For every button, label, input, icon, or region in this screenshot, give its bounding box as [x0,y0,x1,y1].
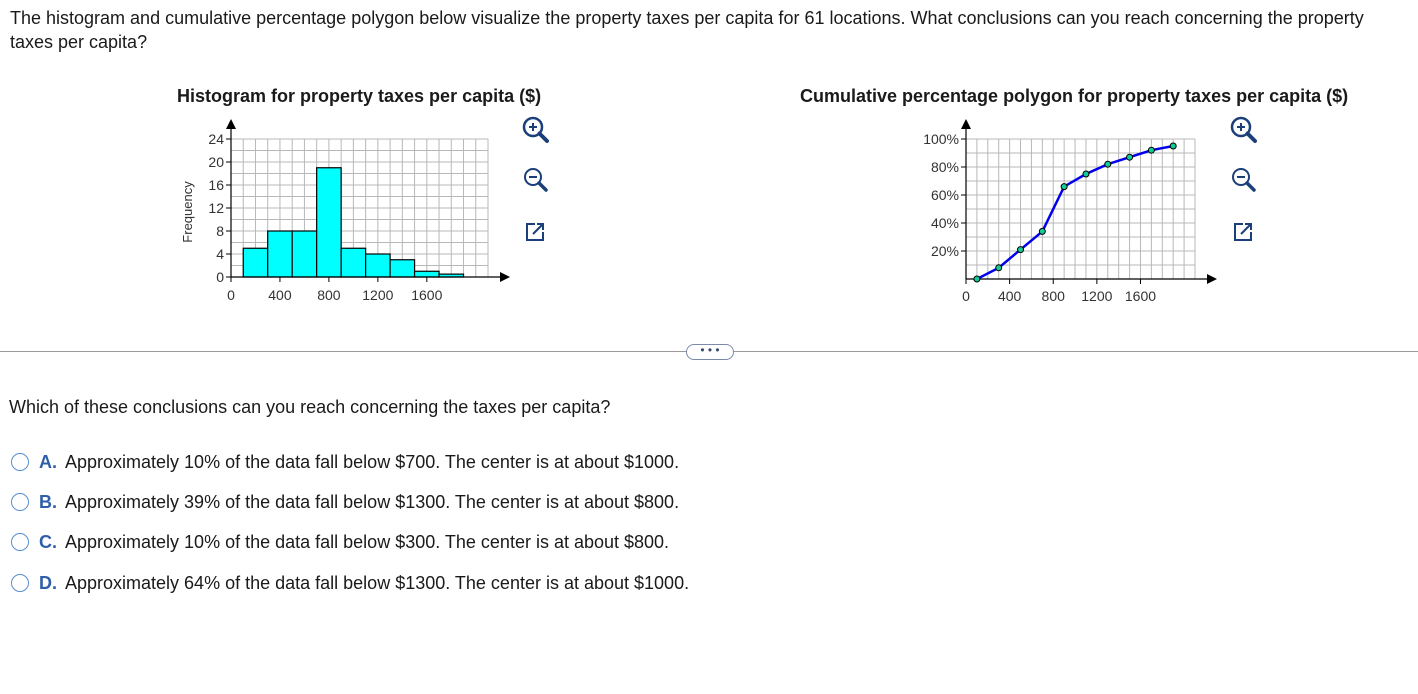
y-tick-label: 60% [930,187,959,203]
zoom-out-icon[interactable] [520,165,550,195]
option-b[interactable] [11,489,679,515]
radio-c[interactable] [11,533,29,551]
data-point [996,265,1002,271]
x-tick-label: 1600 [411,287,443,303]
data-point [1148,147,1154,153]
option-text: Approximately 10% of the data fall below $700. The center is at about $1000. [65,451,680,472]
zoom-in-icon[interactable] [1228,115,1258,145]
data-point [1170,143,1176,149]
popout-icon[interactable] [1228,217,1258,247]
cumulative-title: Cumulative percentage polygon for property taxes per capita ($) [800,86,1349,106]
y-tick-label: 0 [216,269,224,285]
y-tick-label: 24 [208,131,224,147]
x-tick-label: 0 [962,288,970,304]
option-letter: C. [39,531,57,552]
y-axis-arrow [961,119,971,129]
y-tick-label: 80% [930,159,959,175]
x-tick-label: 0 [227,287,235,303]
y-tick-label: 100% [923,131,959,147]
data-point [1105,161,1111,167]
prompt-text: Which of these conclusions can you reach concerning the taxes per capita? [9,397,611,417]
x-tick-label: 400 [997,288,1022,304]
data-point [974,276,980,282]
option-text: Approximately 10% of the data fall below $300. The center is at about $800. [65,531,670,552]
option-a[interactable] [11,449,679,475]
y-tick-label: 8 [216,223,224,239]
y-axis-label: Frequency [180,181,195,243]
y-tick-label: 20% [930,243,959,259]
data-point [1127,154,1133,160]
question-text: The histogram and cumulative percentage polygon below visualize the property taxes per capita for 61 locations. What conclusions can you reach concerning the property taxes per capita? [10,8,1364,52]
cumulative-chart [0,0,1418,340]
histogram-title: Histogram for property taxes per capita ($) [177,86,542,106]
y-tick-label: 16 [208,177,224,193]
x-tick-label: 800 [317,287,341,303]
expand-more-button[interactable]: • • • [686,344,734,360]
x-tick-label: 1600 [1124,288,1157,304]
zoom-in-icon[interactable] [520,115,550,145]
radio-d[interactable] [11,574,29,592]
x-tick-label: 800 [1041,288,1065,304]
option-c[interactable] [11,529,669,555]
x-tick-label: 1200 [1081,288,1113,304]
data-point [1061,184,1067,190]
y-tick-label: 40% [930,215,959,231]
data-point [1018,247,1024,253]
y-tick-label: 4 [216,246,224,262]
option-letter: B. [39,491,57,512]
popout-icon[interactable] [520,217,550,247]
radio-a[interactable] [11,453,29,471]
data-point [1039,228,1045,234]
option-d[interactable] [11,570,689,596]
option-letter: A. [39,451,57,472]
zoom-out-icon[interactable] [1228,165,1258,195]
x-tick-label: 400 [268,287,292,303]
data-point [1083,171,1089,177]
y-tick-label: 20 [208,154,224,170]
option-text: Approximately 39% of the data fall below $1300. The center is at about $800. [65,491,680,512]
x-axis-arrow [1207,274,1217,284]
x-tick-label: 1200 [362,287,394,303]
option-text: Approximately 64% of the data fall below $1300. The center is at about $1000. [65,572,690,593]
radio-b[interactable] [11,493,29,511]
y-tick-label: 12 [208,200,224,216]
option-letter: D. [39,572,57,593]
